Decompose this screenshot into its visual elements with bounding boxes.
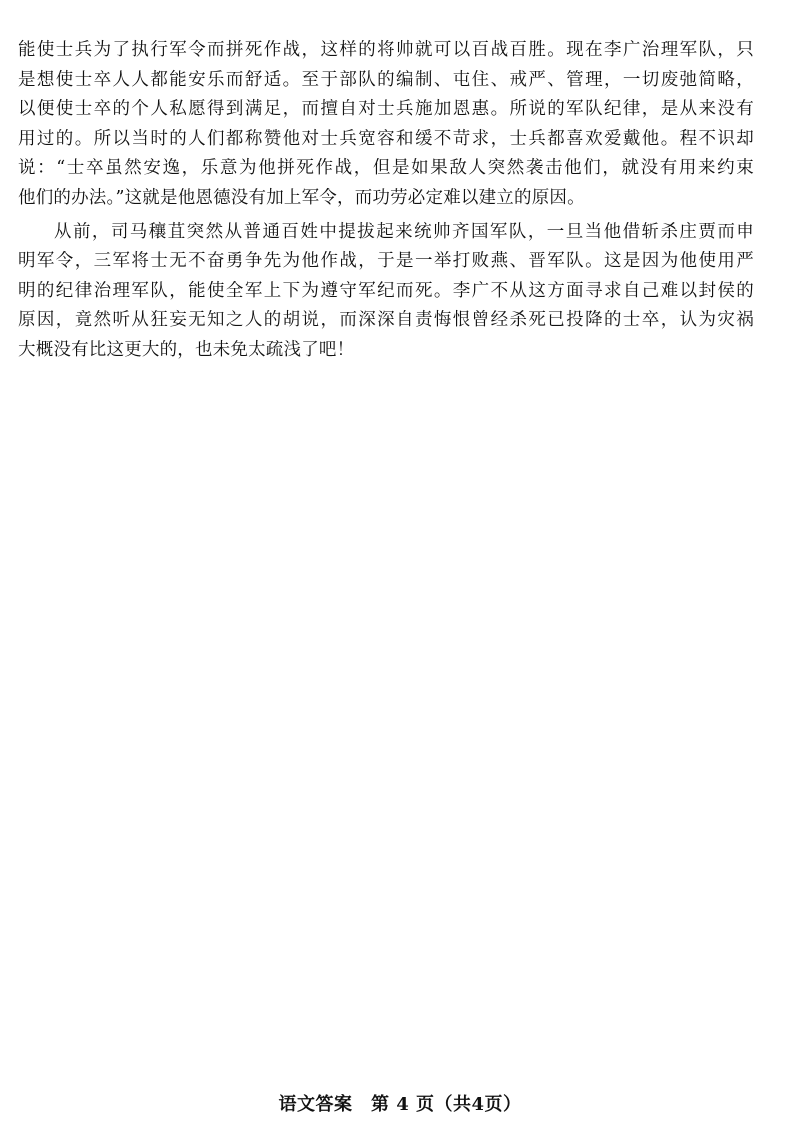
text-line: 原因，竟然听从狂妄无知之人的胡说，而深深自责悔恨曾经杀死已投降的士卒，认为灾祸 [18,310,754,331]
text-line: 能使士兵为了执行军令而拼死作战，这样的将帅就可以百战百胜。现在李广治理军队，只 [18,40,754,60]
text-line: 用过的。所以当时的人们都称赞他对士兵宽容和缓不苛求，士兵都喜欢爱戴他。程不识却 [18,128,754,149]
answer-text-body [18,36,754,366]
page-footer: 语文答案 第 4 页（共4页） [278,1094,522,1115]
text-line: 说：“士卒虽然安逸，乐意为他拼死作战，但是如果敌人突然袭击他们，就没有用来约束 [18,158,754,179]
text-line: 明军令，三军将士无不奋勇争先为他作战，于是一举打败燕、晋军队。这是因为他使用严 [18,251,754,272]
text-line: 大概没有比这更大的，也未免太疏浅了吧！ [18,339,355,360]
text-line: 以便使士卒的个人私愿得到满足，而擅自对士兵施加恩惠。所说的军队纪律，是从来没有 [18,99,754,120]
paragraph-1 [18,36,754,214]
text-line: 他们的办法。”这就是他恩德没有加上军令，而功劳必定难以建立的原因。 [18,187,585,208]
paragraph-2 [18,218,754,366]
text-line: 明的纪律治理军队，能使全军上下为遵守军纪而死。李广不从这方面寻求自己难以封侯的 [18,280,754,301]
text-line: 从前，司马穰苴突然从普通百姓中提拔起来统帅齐国军队，一旦当他借斩杀庄贾而申 [54,221,754,242]
text-line: 是想使士卒人人都能安乐而舒适。至于部队的编制、屯住、戒严、管理，一切废弛简略， [18,69,754,90]
